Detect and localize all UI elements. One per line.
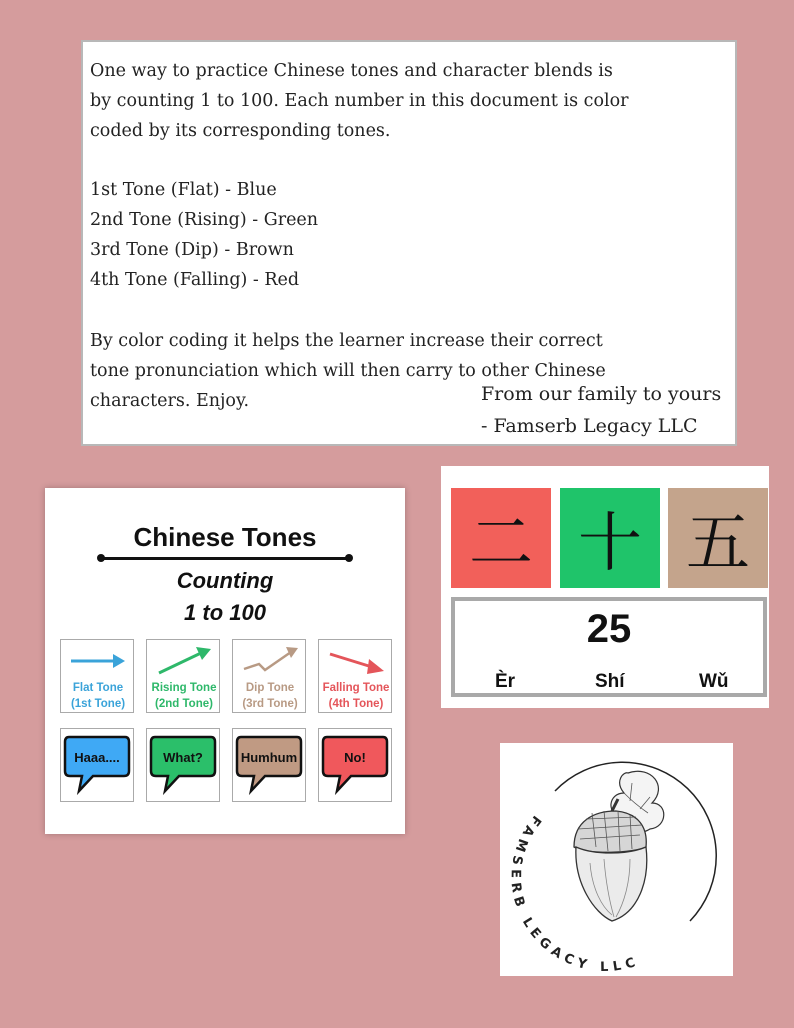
intro-line: One way to practice Chinese tones and character blends is: [90, 61, 613, 81]
chinese-tones-card: [45, 488, 405, 834]
tone-number: (3rd Tone): [242, 698, 298, 710]
famserb-logo: [500, 743, 733, 976]
bubble-box-dip: [232, 728, 306, 802]
tone-box-flat: [60, 639, 134, 713]
bubble-box-flat: [60, 728, 134, 802]
tone-box-rising: [146, 639, 220, 713]
card-title: Chinese Tones: [133, 522, 317, 552]
signature: [481, 378, 721, 442]
bubble-box-rising: [146, 728, 220, 802]
tone-number: (4th Tone): [328, 698, 384, 710]
acorn-icon: [574, 771, 664, 921]
char-tile-er: 二: [451, 488, 551, 588]
speech-bubble-icon: [233, 729, 305, 801]
intro-text-box: [81, 40, 737, 446]
number-card: [441, 466, 769, 708]
closing-line: By color coding it helps the learner increase their correct: [90, 331, 603, 351]
tone-label: [319, 680, 393, 712]
intro-paragraph: [90, 56, 629, 146]
signature-line: - Famserb Legacy LLC: [481, 415, 698, 437]
tone-color-item: 1st Tone (Flat) - Blue: [90, 180, 277, 200]
tone-color-item: 2nd Tone (Rising) - Green: [90, 210, 319, 230]
bubble-text: Haaa....: [74, 750, 120, 765]
speech-bubble-icon: [147, 729, 219, 801]
number-value: 25: [586, 607, 632, 651]
bubble-text: No!: [344, 750, 366, 765]
logo-card: [500, 743, 733, 976]
bubble-text: Humhum: [240, 750, 298, 765]
arrow-flat-icon: [69, 646, 127, 676]
signature-line: From our family to yours: [481, 383, 722, 405]
card-subtitle-counting: Counting: [176, 568, 274, 593]
tone-number: (2nd Tone): [155, 698, 213, 710]
logo-text: FAMSERB LEGACY LLC: [507, 812, 642, 975]
speech-bubble-icon: [319, 729, 391, 801]
pinyin-er: Èr: [495, 671, 516, 692]
tone-label: [61, 680, 135, 712]
tone-color-list: [90, 175, 318, 295]
bubble-text: What?: [163, 750, 203, 765]
speech-bubble-icon: [61, 729, 133, 801]
intro-line: coded by its corresponding tones.: [90, 121, 391, 141]
tone-name: Rising Tone: [151, 682, 217, 694]
tone-color-item: 3rd Tone (Dip) - Brown: [90, 240, 294, 260]
char-tile-wu: 五: [668, 488, 768, 588]
card-subtitle-range: 1 to 100: [184, 600, 266, 625]
closing-line: characters. Enjoy.: [90, 391, 250, 411]
intro-line: by counting 1 to 100. Each number in this document is color: [90, 91, 629, 111]
tone-label: [147, 680, 221, 712]
pinyin-shi: Shí: [595, 671, 625, 692]
tone-name: Dip Tone: [245, 682, 295, 694]
arrow-rising-icon: [155, 646, 213, 676]
char-tile-shi: 十: [560, 488, 660, 588]
tone-box-falling: [318, 639, 392, 713]
title-divider: [100, 557, 350, 560]
arrow-falling-icon: [327, 646, 385, 676]
number-panel: [451, 597, 767, 697]
tone-label: [233, 680, 307, 712]
pinyin-wu: Wǔ: [699, 671, 729, 692]
bubble-box-falling: [318, 728, 392, 802]
tone-color-item: 4th Tone (Falling) - Red: [90, 270, 300, 290]
tone-number: (1st Tone): [70, 698, 126, 710]
arrow-dip-icon: [241, 646, 299, 676]
tone-box-dip: [232, 639, 306, 713]
tone-name: Falling Tone: [322, 682, 390, 694]
closing-line: tone pronunciation which will then carry to other Chinese: [90, 361, 606, 381]
tone-name: Flat Tone: [72, 682, 124, 694]
